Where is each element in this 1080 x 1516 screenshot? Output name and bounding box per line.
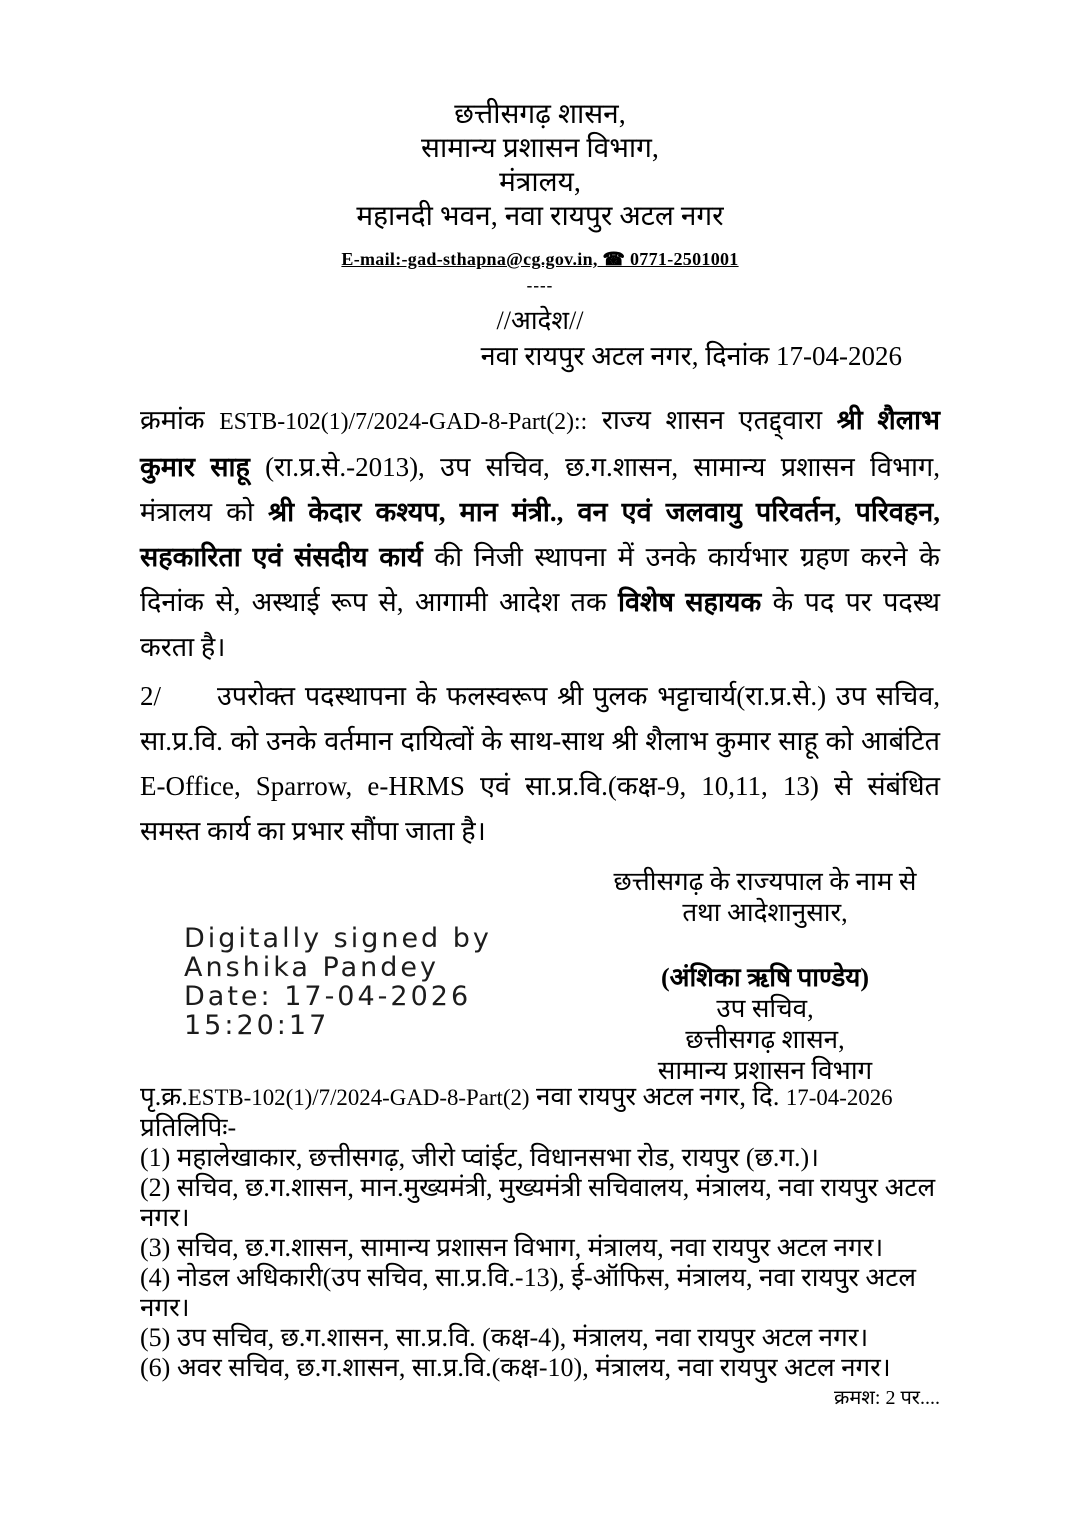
text-segment: (रा.प्र.से.-2013), उप सचिव, छ.ग.शासन, सामान्य प्रशासन विभाग, मंत्रालय को [140,452,940,527]
on-behalf-line-1: छत्तीसगढ़ के राज्यपाल के नाम से [613,867,917,896]
letterhead-department: सामान्य प्रशासन विभाग, [421,133,659,164]
copy-recipient-3: (3) सचिव, छ.ग.शासन, सामान्य प्रशासन विभाग, मंत्रालय, नवा रायपुर अटल नगर। [140,1233,884,1262]
minister-name-portfolios: श्री केदार कश्यप, मान मंत्री., वन एवं जलवायु परिवर्तन, परिवहन, सहकारिता एवं संसदीय कार्य [140,497,940,572]
on-behalf-line-2: तथा आदेशानुसार, [682,898,848,927]
text-segment: राज्य शासन एतद्द्वारा [587,405,837,435]
copy-recipient-5: (5) उप सचिव, छ.ग.शासन, सा.प्र.वि. (कक्ष-4), मंत्रालय, नवा रायपुर अटल नगर। [140,1323,869,1352]
reference-number: ESTB-102(1)/7/2024-GAD-8-Part(2):: [219,409,588,435]
signer-name: (अंशिका ऋषि पाण्डेय) [660,963,870,992]
digital-signature-line-3: Date: 17-04-2026 [184,981,472,1012]
copy-recipient-4: (4) नोडल अधिकारी(उप सचिव, सा.प्र.वि.-13), ई-ऑफिस, मंत्रालय, नवा रायपुर अटल नगर। [140,1263,917,1322]
digital-signature-line-1: Digitally signed by [184,923,492,954]
copy-recipient-6: (6) अवर सचिव, छ.ग.शासन, सा.प्र.वि.(कक्ष-10), मंत्रालय, नवा रायपुर अटल नगर। [140,1353,891,1382]
letterhead-contact-line: E-mail:-gad-sthapna@cg.gov.in, ☎ 0771-2501001 [341,249,739,269]
signer-block [595,866,935,1086]
post-name: विशेष सहायक [617,587,762,617]
order-title: //आदेश// [496,306,584,335]
letterhead-government: छत्तीसगढ़ शासन, [454,99,626,130]
endorsement-ref-prefix: पृ.क्र. [140,1082,188,1111]
endorsement-ref-number: ESTB-102(1)/7/2024-GAD-8-Part(2) [187,1085,530,1110]
order-paragraph-1 [140,398,940,670]
digital-signature-block [184,924,492,1040]
letterhead-ministry: मंत्रालय, [499,167,581,198]
signature-section [140,864,940,1085]
paragraph-number: 2/ [140,681,162,711]
digital-signature-line-4: 15:20:17 [184,1010,330,1041]
ref-label: क्रमांक [140,405,220,435]
copy-recipient-1: (1) महालेखाकार, छत्तीसगढ़, जीरो प्वांईट, विधानसभा रोड, रायपुर (छ.ग.)। [140,1143,819,1172]
endorsement-ref-date: 17-04-2026 [785,1085,893,1110]
text-segment: उपरोक्त पदस्थापना के फलस्वरूप श्री पुलक भट्टाचार्य(रा.प्र.से.) उप सचिव, सा.प्र.वि. को उनके वर्तमान दायित्वों के साथ-साथ श्री शैलाभ कुमार साहू को आबंटित E-Office, Sparrow, e-HRMS एवं सा.प्र.वि.(कक्ष-9, 10,11, 13) से संबंधित समस्त कार्य का प्रभार सौंपा जाता है। [140,681,940,846]
copy-recipient-list [140,1143,940,1383]
endorsement-reference-line [140,1082,940,1113]
text-segment: के पद पर पदस्थ करता है। [140,587,940,662]
signer-government: छत्तीसगढ़ शासन, [685,1025,845,1054]
copy-recipient-2: (2) सचिव, छ.ग.शासन, मान.मुख्यमंत्री, मुख्यमंत्री सचिवालय, मंत्रालय, नवा रायपुर अटल नगर। [140,1173,936,1232]
endorsement-ref-place: नवा रायपुर अटल नगर, दि. [529,1082,786,1111]
digital-signature-line-2: Anshika Pandey [184,952,440,983]
signer-department: सामान्य प्रशासन विभाग [657,1056,873,1085]
endorsement-section [140,1082,940,1411]
text-segment: की निजी स्थापना में उनके कार्यभार ग्रहण करने के दिनांक से, अस्थाई रूप से, आगामी आदेश तक [140,542,940,617]
letterhead-address: महानदी भवन, नवा रायपुर अटल नगर [356,201,724,232]
order-place-date: नवा रायपुर अटल नगर, दिनांक 17-04-2026 [480,341,902,371]
letterhead [140,98,940,294]
separator-dashes: ---- [526,276,554,295]
order-paragraph-2 [140,674,940,854]
appointed-officer-name: श्री शैलाभ कुमार साहू [140,405,940,482]
continuation-note: क्रमश: 2 पर.... [833,1387,940,1409]
copy-to-label: प्रतिलिपिः- [140,1113,237,1142]
signer-designation: उप सचिव, [716,994,814,1023]
document-content-column [140,0,940,1411]
